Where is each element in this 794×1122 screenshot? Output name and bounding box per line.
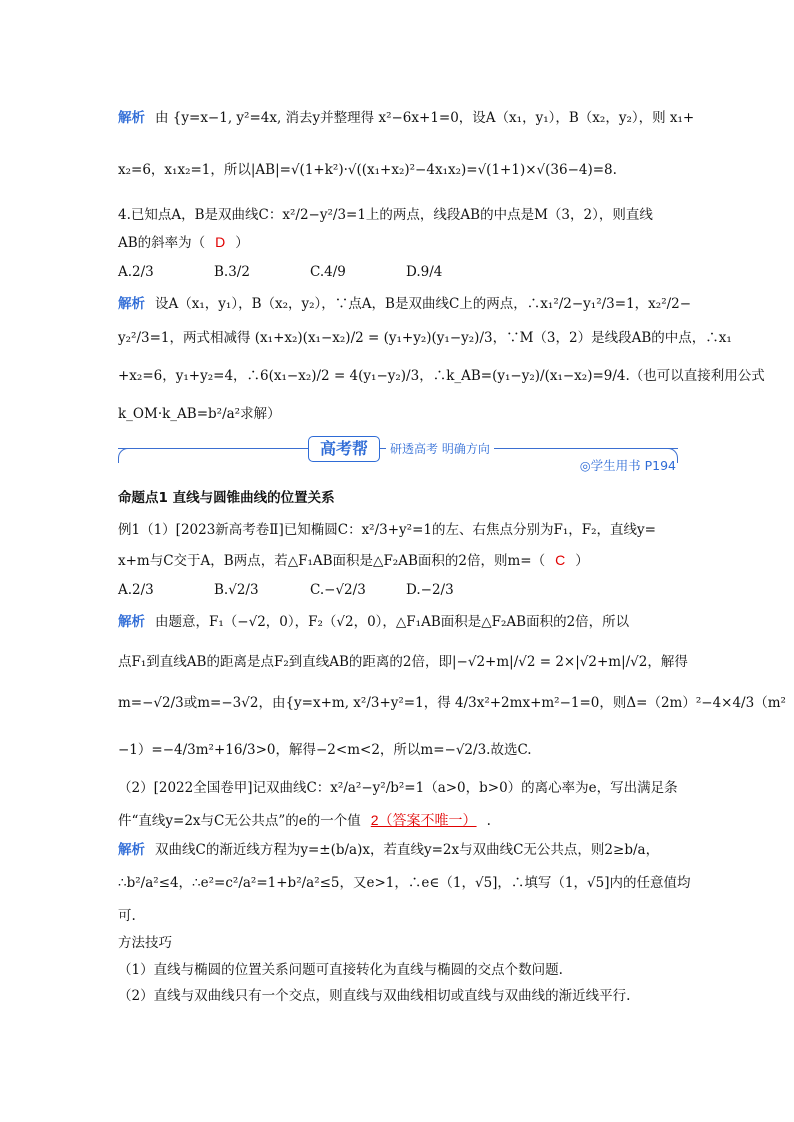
banner-logo: 高考帮 xyxy=(308,436,380,462)
option-d: D.−2/3 xyxy=(406,582,454,598)
option-a: A.2/3 xyxy=(118,582,154,598)
q4-stem-line-2: AB的斜率为（ D ） xyxy=(118,234,249,251)
option-c: C.4/9 xyxy=(310,264,346,280)
banner-subtitle: 研透高考 明确方向 xyxy=(386,439,494,459)
q4-solution-line-2: y₂²/3=1，两式相减得 (x₁+x₂)(x₁−x₂)/2 = (y₁+y₂)(y₁−y₂)/3，∵M（3，2）是线段AB的中点，∴x₁ xyxy=(118,330,732,346)
topic-title: 命题点1 直线与圆锥曲线的位置关系 xyxy=(118,490,335,506)
option-b: B.3/2 xyxy=(214,264,250,280)
q4-options xyxy=(118,262,676,282)
example-1-part-2-line-1: （2）[2022全国卷甲]记双曲线C：x²/a²−y²/b²=1（a>0，b>0）的离心率为e，写出满足条 xyxy=(118,780,678,796)
method-item-1: （1）直线与椭圆的位置关系问题可直接转化为直线与椭圆的交点个数问题. xyxy=(118,962,563,978)
option-a: A.2/3 xyxy=(118,264,154,280)
prev-solution-line-1: 解析 由 {y=x−1, y²=4x, 消去y并整理得 x²−6x+1=0，设A（x₁，y₁），B（x₂，y₂），则 x₁+ xyxy=(118,110,695,126)
example-1-part-2-solution-line-1: 解析 双曲线C的渐近线方程为y=±(b/a)x，若直线y=2x与双曲线C无公共点，则2≥b/a， xyxy=(118,842,660,858)
example-1-solution-line-3: m=−√2/3或m=−3√2，由{y=x+m, x²/3+y²=1，得 4/3x²+2mx+m²−1=0，则Δ=（2m）²−4×4/3（m² xyxy=(118,695,786,711)
example-1-part-2-solution-line-3: 可. xyxy=(118,908,136,924)
example-1-part-2-line-2: 件“直线y=2x与C无公共点”的e的一个值 2（答案不唯一） . xyxy=(118,812,491,829)
example-1-line-1: 例1（1）[2023新高考卷Ⅱ]已知椭圆C：x²/3+y²=1的左、右焦点分别为F₁，F₂，直线y= xyxy=(118,522,656,538)
banner-curl-left xyxy=(118,448,133,463)
solution-label: 解析 xyxy=(118,296,145,312)
method-item-2: （2）直线与双曲线只有一个交点，则直线与双曲线相切或直线与双曲线的渐近线平行. xyxy=(118,988,631,1004)
q4-solution-line-1: 解析 设A（x₁，y₁），B（x₂，y₂），∵点A，B是双曲线C上的两点，∴x₁²/2−y₁²/3=1，x₂²/2− xyxy=(118,296,692,312)
solution-label: 解析 xyxy=(118,110,145,126)
example-1-answer: C xyxy=(555,552,566,568)
solution-label: 解析 xyxy=(118,842,145,858)
example-1-solution-line-1: 解析 由题意，F₁（−√2，0），F₂（√2，0），△F₁AB面积是△F₂AB面积的2倍，所以 xyxy=(118,614,630,630)
book-reference: ◎学生用书 P194 xyxy=(579,458,676,473)
example-1-options xyxy=(118,580,676,600)
q4-stem-line-1: 4.已知点A，B是双曲线C：x²/2−y²/3=1上的两点，线段AB的中点是M（3，2），则直线 xyxy=(118,207,653,223)
option-c: C.−√2/3 xyxy=(310,582,366,598)
example-1-line-2: x+m与C交于A，B两点，若△F₁AB面积是△F₂AB面积的2倍，则m=（ C ） xyxy=(118,552,589,569)
example-1-solution-line-4: −1）=−4/3m²+16/3>0，解得−2<m<2，所以m=−√2/3.故选C. xyxy=(118,742,532,758)
option-b: B.√2/3 xyxy=(214,582,259,598)
q4-solution-line-3: +x₂=6，y₁+y₂=4，∴6(x₁−x₂)/2 = 4(y₁−y₂)/3，∴k_AB=(y₁−y₂)/(x₁−x₂)=9/4.（也可以直接利用公式 xyxy=(118,368,765,384)
prev-solution-line-2: x₂=6，x₁x₂=1，所以|AB|=√(1+k²)·√((x₁+x₂)²−4x₁x₂)=√(1+1)×√(36−4)=8. xyxy=(118,162,617,178)
solution-label: 解析 xyxy=(118,614,145,630)
q4-solution-line-4: k_OM·k_AB=b²/a²求解） xyxy=(118,406,281,422)
example-1-part-2-answer: 2（答案不唯一） xyxy=(370,812,477,828)
option-d: D.9/4 xyxy=(406,264,443,280)
method-title: 方法技巧 xyxy=(118,935,172,951)
q4-answer: D xyxy=(215,234,226,250)
example-1-part-2-solution-line-2: ∴b²/a²≤4，∴e²=c²/a²=1+b²/a²≤5，又e>1，∴e∈（1，√5]，∴填写（1，√5]内的任意值均 xyxy=(118,875,691,891)
example-1-solution-line-2: 点F₁到直线AB的距离是点F₂到直线AB的距离的2倍，即|−√2+m|/√2 = 2×|√2+m|/√2，解得 xyxy=(118,654,688,670)
